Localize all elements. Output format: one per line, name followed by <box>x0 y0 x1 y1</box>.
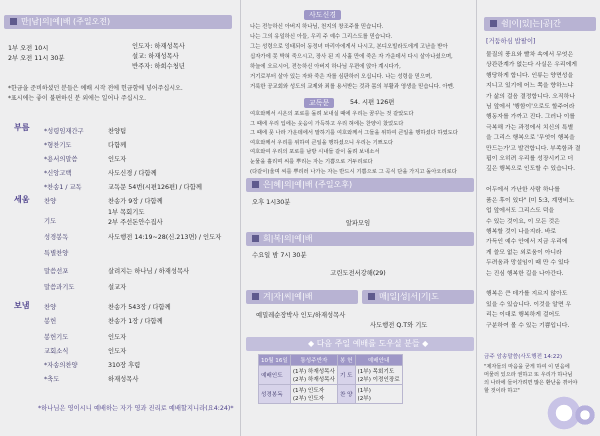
table-cell: 예배인도 <box>259 366 291 385</box>
table-cell: (1부) 하재성목사 (2부) 하재성목사 <box>290 366 337 385</box>
wednesday-time: 수요일 밤 7시 30분 <box>252 252 307 259</box>
table-header: 통성주반자 <box>290 355 337 366</box>
service-time-2: 2부 오전 11시 30분 <box>8 55 65 62</box>
section-build: 세움 <box>14 195 30 204</box>
order-label: 찬양 <box>44 304 57 311</box>
order-value: 찬송가 1장 / 다함께 <box>108 318 163 325</box>
fold-line <box>240 0 241 436</box>
table-cell: 찬 양 <box>337 385 355 404</box>
order-label: 교회소식 <box>44 348 69 355</box>
order-label: *축도 <box>44 376 60 383</box>
order-label: *찬송1 / 교독 <box>44 184 82 191</box>
order-label: 기도 <box>44 218 57 225</box>
order-value: 310장 후렴 <box>108 362 141 369</box>
table-cell: (1부) (2부) <box>355 385 402 404</box>
next-week-schedule-table <box>258 354 403 404</box>
table-cell: (1부) 목회기도 (2부) 이정인장로 <box>355 366 402 385</box>
alpha-meeting: 알파모임 <box>345 220 371 227</box>
memory-verse-title: 금주 암송말씀(사도행전 14:22) <box>484 354 563 360</box>
order-value: 찬송가 9장 / 다함께 <box>108 198 163 205</box>
order-label: 봉헌기도 <box>44 334 69 341</box>
order-value: 교독문 54번(시편126편) / 다함께 <box>108 184 202 191</box>
flower-decoration <box>574 404 596 426</box>
worship-footer-verse: *하나님은 영이시니 예배하는 자가 영과 진리로 예배할지니라(요4:24)* <box>38 405 234 412</box>
table-header: 10월 16일 <box>259 355 291 366</box>
mustard-seed-header: 겨|자|씨|예|배 <box>246 290 358 304</box>
order-label: 말씀과기도 <box>44 284 75 291</box>
order-label: 성경봉독 <box>44 234 69 241</box>
wednesday-study: 고린도전서강해(29) <box>330 270 386 277</box>
diamond-icon: ◆ <box>308 339 315 348</box>
order-label: *성령임재간구 <box>44 128 84 135</box>
creed-tag: 사도신경 <box>304 10 341 20</box>
square-icon <box>490 20 497 27</box>
section-send: 보냄 <box>14 301 30 310</box>
order-value: 1부 목회기도 2부 주선돈안수집사 <box>108 209 163 226</box>
square-icon <box>252 181 259 188</box>
daily-prayer-text: 사도행전 Q.T와 기도 <box>370 322 428 329</box>
table-cell: 성경봉독 <box>259 385 291 404</box>
square-icon <box>10 18 17 25</box>
square-icon <box>368 293 375 300</box>
mustard-seed-text: 예밀레순장박사 인도/하재성목사 <box>256 312 346 319</box>
order-value: 설교자 <box>108 284 127 291</box>
order-label: *신앙고백 <box>44 170 72 177</box>
table-header: 봉 헌 <box>337 355 355 366</box>
diamond-icon: ◆ <box>422 339 429 348</box>
daily-prayer-header: 매|일|성|서|기|도 <box>362 290 474 304</box>
order-value: 살려지는 하나님 / 하재성목사 <box>108 268 190 275</box>
responsive-reading-tag: 교독문 <box>304 98 334 108</box>
order-value: 하재성목사 <box>108 376 139 383</box>
order-label: *자송의찬양 <box>44 362 78 369</box>
order-value: 사도행전 14:19~28(신.213면) / 인도자 <box>108 234 222 241</box>
worship-notes: *한금을 준비하셨던 분들은 예배 시작 전에 헌금함에 넣어주십시오. *표시에는 좋이 불편하신 분 외에는 일어나 주십시오. <box>8 85 183 102</box>
order-value: 인도자 <box>108 348 127 355</box>
order-value: 인도자 <box>108 334 127 341</box>
apostles-creed: 나는 전능하신 아버지 하나님, 천지의 창조주를 믿습니다. 나는 그의 유일하신 아들, 우리 주 예수 그리스도를 믿습니다. 그는 성령으로 잉태되어 동정녀 마리아에게서 나시고, 본디오빌라도에게 고난을 받아 십자가에 못 박혀 죽으시고, 장사 된 지 사흘 만에 죽은 자 가운데서 다시 살아나셨으며, 하늘에 오르시어, 전능하신 아버지 하나님 우편에 앉아 계시다가, 거기로부터 살아 있는 자와 죽은 자를 심판하러 오십니다. 나는 성령을 믿으며, 거룩한 공교회와 성도의 교제와 죄를 용서받는 것과 몸의 부활과 영생을 믿습니다. 아멘. <box>250 24 455 90</box>
preacher-role: 설교: 하재성목사 <box>132 53 179 60</box>
morning-worship-header: 만|남|의|예|배 (주일오전) <box>4 15 232 29</box>
memory-verse-text: "제자들의 마음을 굳게 하여 이 믿음에 머물러 있으라 권하고 또 우리가 하나님 의 나라에 들어가려면 많은 환난을 겪어야 할 것이라 하고" <box>484 364 578 394</box>
afternoon-worship-header: 은|혜|의|예|배 (주일오후) <box>246 178 474 192</box>
worship-order-column <box>0 0 240 436</box>
order-value: 다함께 <box>108 142 127 149</box>
table-header-row <box>259 355 403 366</box>
accompanist-role: 반주자: 하희수청년 <box>132 63 185 70</box>
rest-space-header: 쉼|이|있|는|공|간 <box>484 17 596 31</box>
responsive-reading-ref: 54. 시편 126편 <box>350 99 395 106</box>
section-call: 부름 <box>14 123 30 132</box>
next-week-helpers-header: ◆ 다음 주일 예배를 도우실 분들 ◆ <box>246 337 474 351</box>
responsive-reading: 여호와께서 시온의 포로를 돌려 보내실 때에 우리는 꿈꾸는 것 같았도다 그 때에 우리 입에는 웃음이 가득하고 우리 혀에는 찬양이 찼었도다 그 때에 뭇 나라 가운데에서 말하기를 여호와께서 그들을 위하여 큰일을 행하셨다 하였도다 여호와께서 우리를 위하여 큰일을 행하셨으니 우리는 기쁘도다 여호와여 우리의 포로를 남방 시내들 같이 돌려 보내소서 눈물을 흘리며 씨를 뿌리는 자는 기쁨으로 거두리로다 (다같이)울며 씨를 뿌리러 나가는 자는 반드시 기쁨으로 그 곡식 단을 가지고 돌아오리로다 <box>250 111 458 175</box>
leader-role: 인도자: 하재성목사 <box>132 43 185 50</box>
rest-space-essay: 물질의 풍요와 빨차 속에서 무엇은 상관관계가 없는다 사실은 우리에게 행당하게 합니다. 인류는 양면성을 지니고 있기에 어느 쪽을 향하느냐 가 삶의 걸음 결정합니다. 오직하나 님 앞에서 '행함이'으로도 할주어라 행동자를 가까고 진다. 그러나 이를 극복해 가는 과정에서 치신의 특별 을 그리스 행복으로 '무엇이 행복을 만드는가'고 발견합니다. 부족함과 결 핍이 오히려 우리를 성장시키고 더 깊은 행복으로 인도할 수 있습니다. 어두에서 가난한 사람 하나를 품은 후이 있다" (미 5:3, 계명비노 업 앞에서도 그리스도 덕을 수 있는 것이요, 이 모든 것은 행복할 것이 나을지라. 바로 가득인 예수 안에서 지금 우리에 게 쓸모 없는 외로움이 아니라 두려움과 망설임이 때 만 수 있다 는 진심 행복한 길을 나아간다. 행복은 큰 데가를 지르지 않아도 있을 수 있습니다. 이것을 알면 우 리는 이대로 행복하게 걸어도 구분하여 볼 수 있는 기쁨입니다. <box>486 52 581 329</box>
service-time-1: 1부 오전 10시 <box>8 45 49 52</box>
rest-space-subtitle: [거둠하심 밥팔이] <box>486 38 536 45</box>
table-row <box>259 385 403 404</box>
order-value: 인도자 <box>108 156 127 163</box>
table-header: 예배안내 <box>355 355 402 366</box>
order-label: 말씀선포 <box>44 268 69 275</box>
table-cell: (1부) 인도자 (2부) 인도자 <box>290 385 337 404</box>
order-value: 찬양팀 <box>108 128 127 135</box>
wednesday-worship-header: 회|복|의|예|배 <box>246 232 474 246</box>
afternoon-time: 오후 1시30분 <box>252 199 291 206</box>
table-cell: 기 도 <box>337 366 355 385</box>
fold-line <box>476 0 477 436</box>
order-label: *용서의말씀 <box>44 156 78 163</box>
order-label: 찬양 <box>44 198 57 205</box>
order-label: 특별찬양 <box>44 250 69 257</box>
square-icon <box>252 293 259 300</box>
order-value: 찬송가 543장 / 다함께 <box>108 304 171 311</box>
order-label: 봉헌 <box>44 318 57 325</box>
order-label: *형찬기도 <box>44 142 72 149</box>
creed-and-services-column <box>242 0 476 436</box>
rest-space-column <box>478 0 600 436</box>
order-value: 사도신경 / 다함께 <box>108 170 157 177</box>
table-row <box>259 366 403 385</box>
square-icon <box>252 235 259 242</box>
